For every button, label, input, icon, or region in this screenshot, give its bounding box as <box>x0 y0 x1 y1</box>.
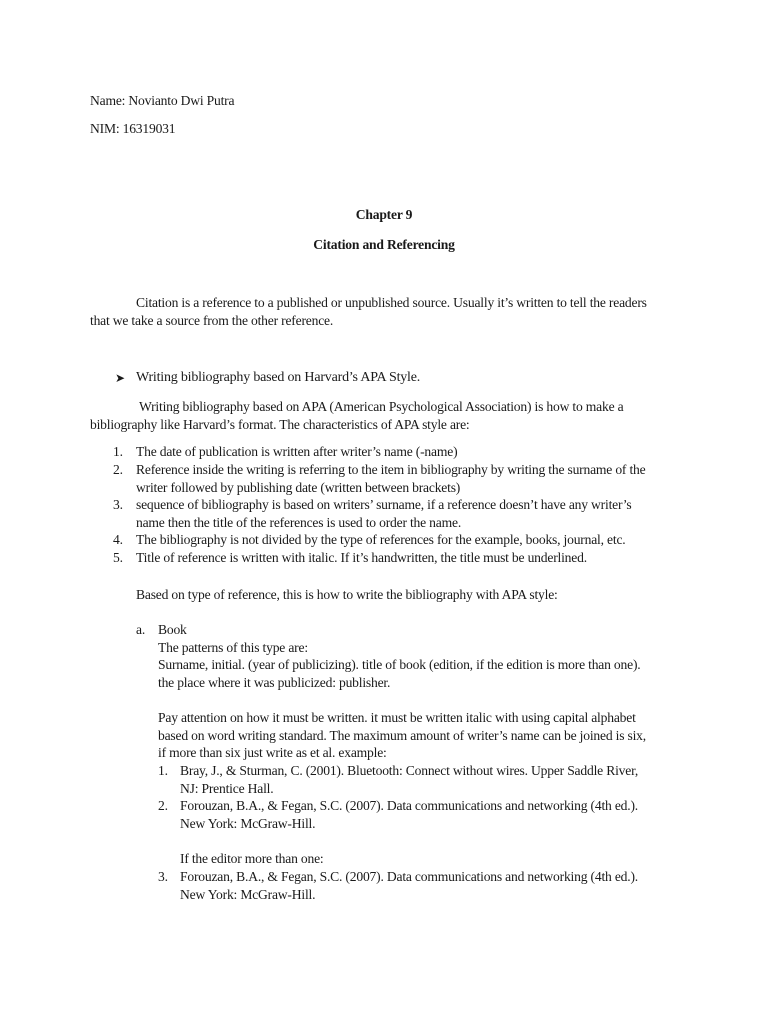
list-number: 4. <box>113 532 123 547</box>
book-pattern-line-1: Surname, initial. (year of publicizing). title of book (edition, if the edition is more than one). <box>158 657 641 672</box>
apa-para-line-2: bibliography like Harvard’s format. The characteristics of APA style are: <box>90 417 470 432</box>
book-note-line-2: based on word writing standard. The maximum amount of writer’s name can be joined is six, <box>158 728 646 743</box>
list-number: 5. <box>113 550 123 565</box>
example-item-continued: New York: McGraw-Hill. <box>180 816 316 831</box>
example-number: 2. <box>158 798 168 813</box>
book-note-line-3: if more than six just write as et al. example: <box>158 745 387 760</box>
list-item-continued: name then the title of the references is used to order the name. <box>136 515 462 530</box>
editor-note: If the editor more than one: <box>180 851 324 866</box>
intro-line-1: Citation is a reference to a published or unpublished source. Usually it’s written to tell the readers <box>136 295 647 310</box>
arrowhead-bullet-icon: ➤ <box>115 371 125 385</box>
list-item: The bibliography is not divided by the type of references for the example, books, journal, etc. <box>136 532 626 547</box>
book-pattern-line-2: the place where it was publicized: publisher. <box>158 675 391 690</box>
example-item: Forouzan, B.A., & Fegan, S.C. (2007). Data communications and networking (4th ed.). <box>180 798 638 813</box>
example-item: Bray, J., & Sturman, C. (2001). Bluetooth: Connect without wires. Upper Saddle River, <box>180 763 639 778</box>
list-number: 3. <box>113 497 123 512</box>
list-item: The date of publication is written after writer’s name (-name) <box>136 444 458 459</box>
example-item-continued: NJ: Prentice Hall. <box>180 781 274 796</box>
list-number: 2. <box>113 462 123 477</box>
list-item: sequence of bibliography is based on writers’ surname, if a reference doesn’t have any writer’s <box>136 497 632 512</box>
book-note-line-1: Pay attention on how it must be written. it must be written italic with using capital alphabet <box>158 710 636 725</box>
student-nim: NIM: 16319031 <box>90 121 176 136</box>
list-item-continued: writer followed by publishing date (written between brackets) <box>136 480 461 495</box>
type-intro: Based on type of reference, this is how to write the bibliography with APA style: <box>136 587 558 602</box>
section-heading: Writing bibliography based on Harvard’s APA Style. <box>136 370 421 385</box>
student-name: Name: Novianto Dwi Putra <box>90 93 235 108</box>
example-number: 1. <box>158 763 168 778</box>
book-patterns-label: The patterns of this type are: <box>158 640 308 655</box>
list-item: Reference inside the writing is referring to the item in bibliography by writing the surname of the <box>136 462 646 477</box>
book-letter: a. <box>136 622 146 637</box>
list-number: 1. <box>113 444 123 459</box>
list-item: Title of reference is written with italic. If it’s handwritten, the title must be underlined. <box>136 550 587 565</box>
book-label: Book <box>158 622 187 637</box>
intro-line-2: that we take a source from the other reference. <box>90 313 334 328</box>
example-number: 3. <box>158 869 168 884</box>
example-item-continued: New York: McGraw-Hill. <box>180 887 316 902</box>
example-item: Forouzan, B.A., & Fegan, S.C. (2007). Data communications and networking (4th ed.). <box>180 869 638 884</box>
chapter-heading: Chapter 9 <box>355 207 413 222</box>
chapter-title: Citation and Referencing <box>313 237 455 252</box>
apa-para-line-1: Writing bibliography based on APA (American Psychological Association) is how to make a <box>139 399 624 414</box>
